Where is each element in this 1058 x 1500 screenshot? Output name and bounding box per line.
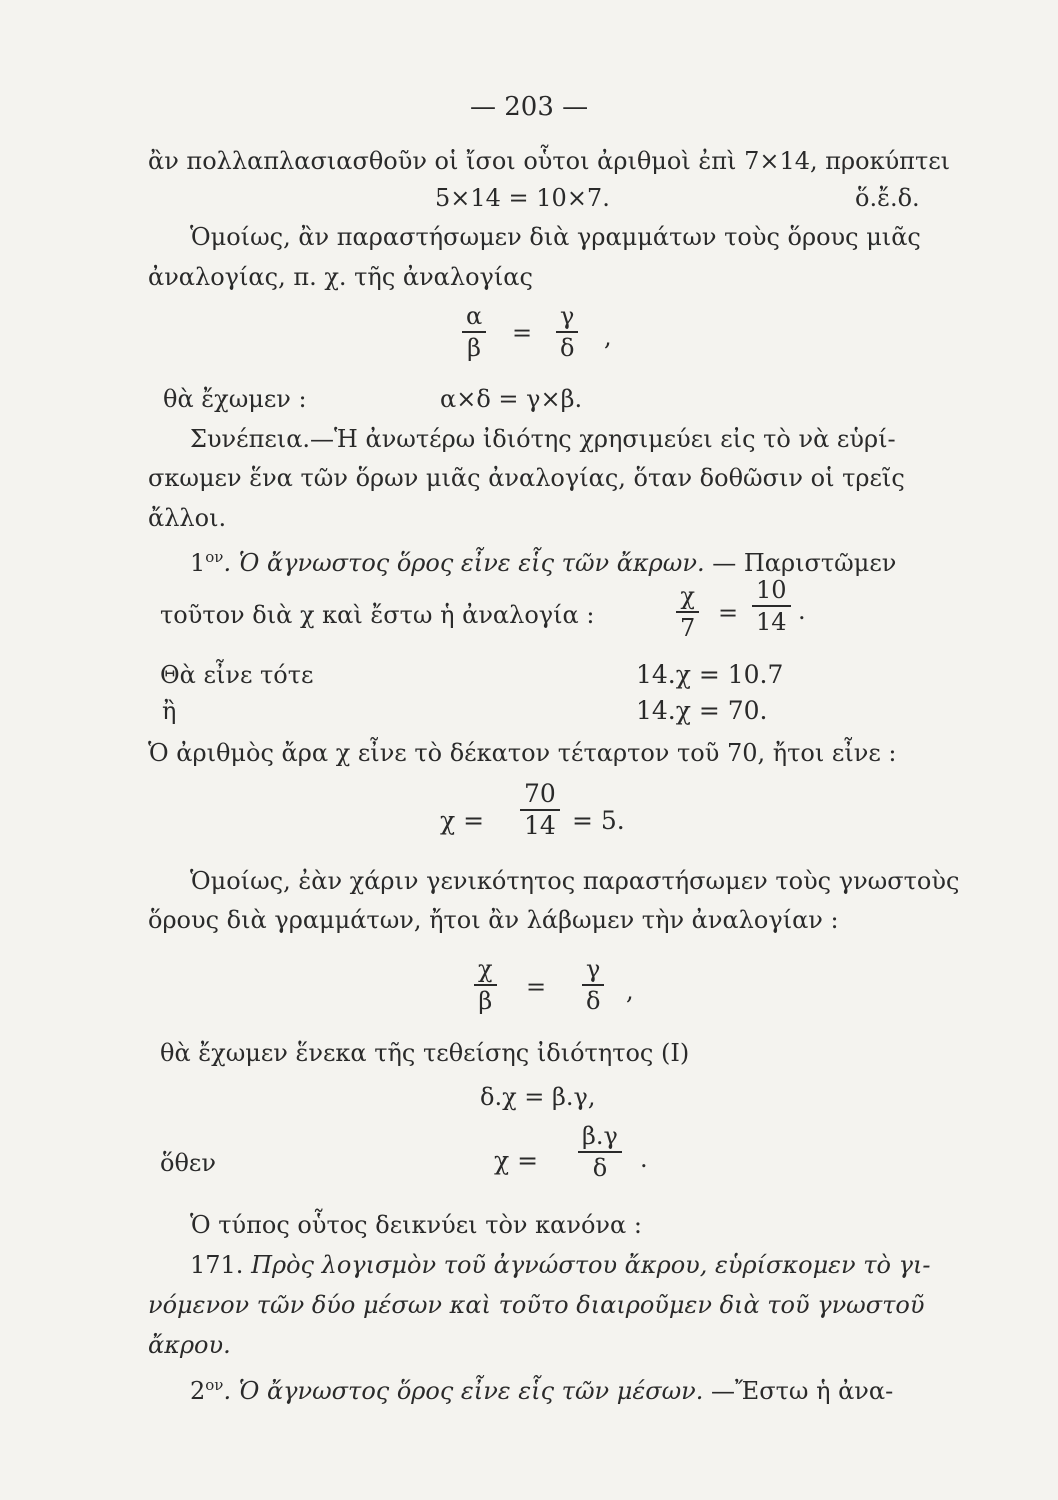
rule-171-line-3: ἄκρου. <box>148 1331 231 1359</box>
text-line-9: ἄλλοι. <box>148 504 227 532</box>
fraction-bar <box>474 984 497 986</box>
text-line-7 <box>190 424 896 454</box>
fraction-bar <box>676 611 699 613</box>
denominator: 14 <box>756 608 787 636</box>
denominator: 14 <box>524 811 556 840</box>
text-line-17: ὅρους διὰ γραμμάτων, ἤτοι ἂν λάβωμεν τὴν ἀναλογίαν : <box>148 906 839 934</box>
qed-mark: ὅ.ἔ.δ. <box>855 184 920 212</box>
denominator: β <box>467 334 482 362</box>
fraction-gamma-delta <box>556 302 578 362</box>
equation-14x-10-7: 14.χ = 10.7 <box>636 660 784 689</box>
case-2-title: . Ὁ ἄγνωστος ὅρος εἶνε εἷς τῶν μέσων. <box>223 1377 704 1405</box>
denominator: δ <box>560 334 575 362</box>
text-line-6-label: θὰ ἔχωμεν : <box>163 385 307 413</box>
fraction-70-14 <box>520 780 560 840</box>
case-1-heading <box>190 542 896 578</box>
text-line-21-label: ὅθεν <box>160 1149 216 1177</box>
case-number: 1 <box>190 549 206 577</box>
numerator: β.γ <box>582 1122 618 1150</box>
fraction-bar <box>752 605 791 607</box>
text-line-4: ἀναλογίας, π. χ. τῆς ἀναλογίας <box>148 263 533 291</box>
x-equals: χ = <box>494 1146 539 1175</box>
equals-sign: = <box>718 599 739 627</box>
numerator: γ <box>560 302 575 330</box>
text-line-11: τοῦτον διὰ χ καὶ ἔστω ἡ ἀναλογία : <box>160 601 595 629</box>
rule-171-line-2: νόμενον τῶν δύο μέσων καὶ τοῦτο διαιροῦμεν διὰ τοῦ γνωστοῦ <box>148 1291 925 1319</box>
denominator: δ <box>592 1154 608 1182</box>
denominator: 7 <box>680 614 696 642</box>
equation-alpha-delta: α×δ = γ×β. <box>440 385 583 413</box>
numerator: γ <box>586 955 601 983</box>
numerator: α <box>466 302 483 330</box>
text-line-12-label: Θὰ εἶνε τότε <box>160 661 314 689</box>
rule-171-text-1: Πρὸς λογισμὸν τοῦ ἀγνώστου ἄκρου, εὑρίσκομεν τὸ γι- <box>243 1251 931 1279</box>
case-1-title: . Ὁ ἄγνωστος ὅρος εἶνε εἷς τῶν ἄκρων. <box>223 549 705 577</box>
period: . <box>640 1145 648 1173</box>
equals-sign: = <box>512 319 533 347</box>
fraction-bar <box>556 331 578 333</box>
fraction-bar <box>578 1151 622 1153</box>
denominator: β <box>478 987 493 1015</box>
text-line-16: Ὁμοίως, ἐὰν χάριν γενικότητος παραστήσωμεν τοὺς γνωστοὺς <box>190 867 960 895</box>
equation-dx-bg: δ.χ = β.γ, <box>480 1083 596 1111</box>
comma: , <box>604 323 612 351</box>
fraction-x-7 <box>676 582 699 642</box>
case-number: 2 <box>190 1377 206 1405</box>
case-1-rest: — Παριστῶμεν <box>704 549 897 577</box>
period: . <box>798 597 806 625</box>
fraction-gamma-delta-2 <box>582 955 604 1015</box>
x-equals: χ = <box>440 806 485 835</box>
numerator: χ <box>680 582 695 610</box>
fraction-x-beta <box>474 955 497 1015</box>
text-line-8: σκωμεν ἕνα τῶν ὅρων μιᾶς ἀναλογίας, ὅταν δοθῶσιν οἱ τρεῖς <box>148 464 905 492</box>
text-line-3: Ὁμοίως, ἂν παραστήσωμεν διὰ γραμμάτων τοὺς ὅρους μιᾶς <box>190 223 921 251</box>
ordinal-suffix: ον <box>205 548 224 566</box>
section-number-171: 171. <box>190 1251 244 1279</box>
rule-171-line-1 <box>190 1250 931 1280</box>
fraction-alpha-beta <box>462 302 486 362</box>
numerator: χ <box>478 955 493 983</box>
comma: , <box>626 977 634 1005</box>
numerator: 70 <box>524 779 556 808</box>
text-line-7-rest: —Ἡ ἀνωτέρω ἰδιότης χρησιμεύει εἰς τὸ νὰ εὑρί- <box>310 425 896 453</box>
page-number: — 203 — <box>470 92 589 122</box>
equation-5x14: 5×14 = 10×7. <box>435 184 610 212</box>
equals-sign: = <box>526 973 547 1001</box>
case-2-rest: —Ἔστω ἡ ἀνα- <box>703 1377 894 1405</box>
case-2-heading <box>190 1370 893 1406</box>
fraction-bar <box>462 331 486 333</box>
text-line-13-label: ἢ <box>162 697 177 725</box>
numerator: 10 <box>756 576 787 604</box>
section-head-synepeia: Συνέπεια. <box>190 425 311 453</box>
fraction-bar <box>582 984 604 986</box>
denominator: δ <box>586 987 601 1015</box>
text-line-14: Ὁ ἀριθμὸς ἄρα χ εἶνε τὸ δέκατον τέταρτον τοῦ 70, ἤτοι εἶνε : <box>148 739 897 767</box>
equals-five: = 5. <box>572 806 625 835</box>
fraction-10-14 <box>752 576 791 636</box>
text-line-22: Ὁ τύπος οὗτος δεικνύει τὸν κανόνα : <box>190 1211 642 1239</box>
fraction-bg-delta <box>578 1122 622 1182</box>
text-line-1: ἂν πολλαπλασιασθοῦν οἱ ἴσοι οὗτοι ἀριθμοὶ ἐπὶ 7×14, προκύπτει <box>148 147 951 175</box>
ordinal-suffix: ον <box>205 1376 224 1394</box>
text-line-19: θὰ ἔχωμεν ἕνεκα τῆς τεθείσης ἰδιότητος (Ι) <box>160 1039 690 1067</box>
equation-14x-70: 14.χ = 70. <box>636 696 768 725</box>
